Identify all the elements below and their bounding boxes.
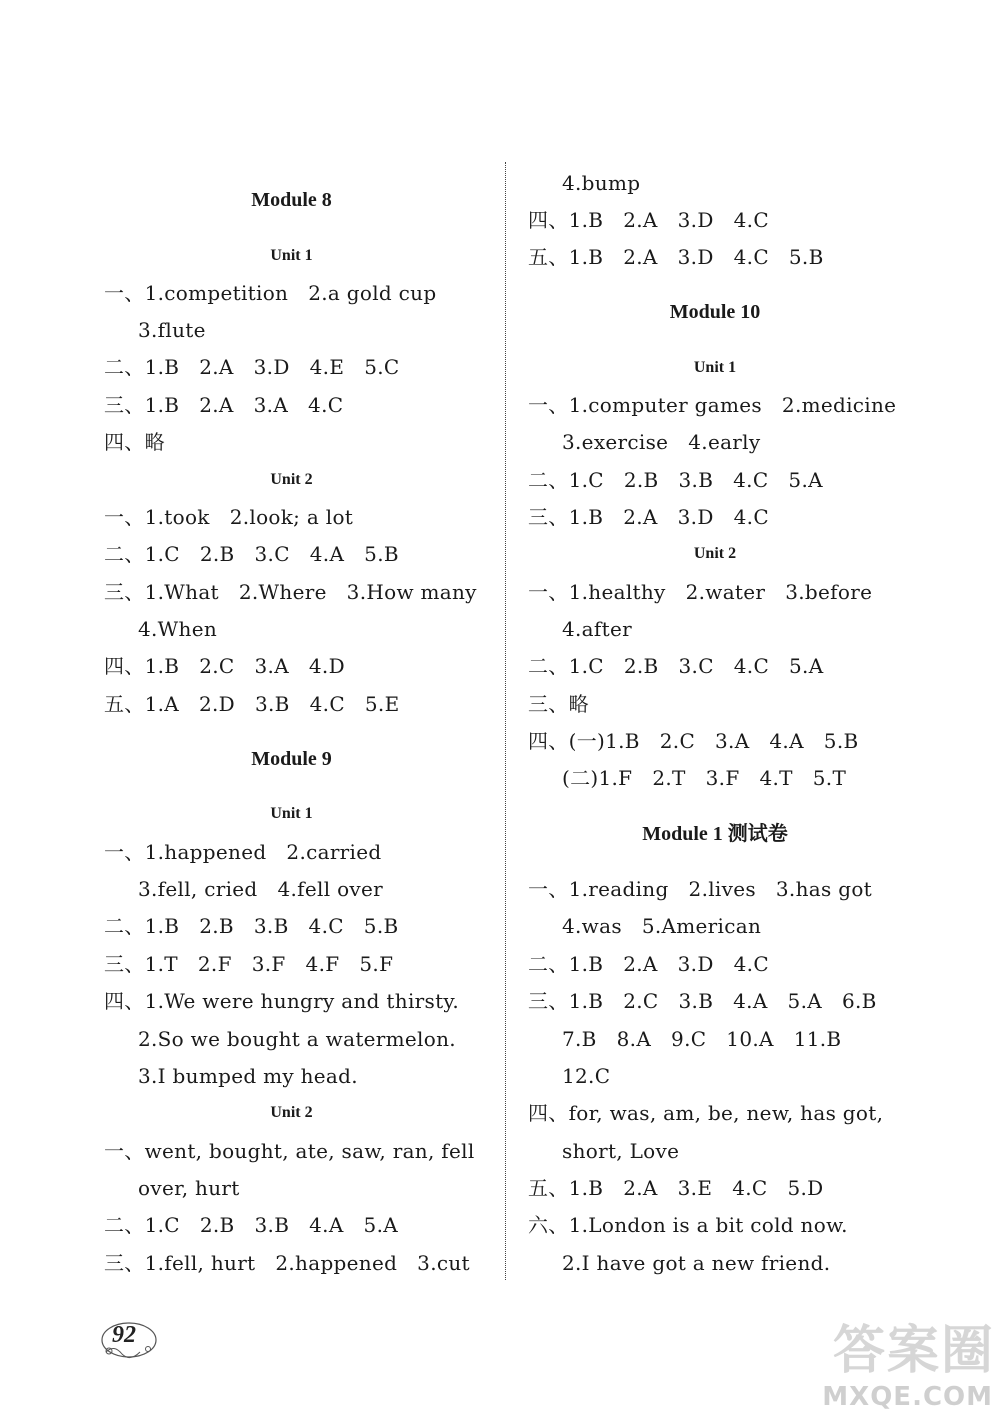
module-9-unit-1-heading: Unit 1 <box>270 805 313 822</box>
answer-line: 3.flute <box>138 318 206 342</box>
answer-line: 4.after <box>562 617 632 641</box>
page-number-badge <box>100 1318 158 1362</box>
answer-line: 二、1.C 2.B 3.C 4.C 5.A <box>528 654 824 678</box>
answer-line: 二、1.B 2.A 3.D 4.E 5.C <box>104 355 400 379</box>
answer-line: 3.I bumped my head. <box>138 1064 358 1088</box>
watermark-url: MXQE.COM <box>822 1382 993 1412</box>
module-9-unit-2-heading: Unit 2 <box>270 1104 313 1121</box>
module-10-unit-2-heading: Unit 2 <box>693 545 737 562</box>
answer-line: 一、1.happened 2.carried <box>104 840 382 864</box>
answer-line: 二、1.C 2.B 3.B 4.C 5.A <box>528 468 823 492</box>
answer-line: 一、1.healthy 2.water 3.before <box>528 580 873 604</box>
answer-line: 四、(一)1.B 2.C 3.A 4.A 5.B <box>528 729 859 753</box>
answer-line: 2.So we bought a watermelon. <box>138 1027 456 1051</box>
answer-line: 四、1.B 2.C 3.A 4.D <box>104 654 345 678</box>
answer-line: 六、1.London is a bit cold now. <box>528 1213 848 1237</box>
answer-line: 4.was 5.American <box>562 914 762 938</box>
answer-line: 一、1.computer games 2.medicine <box>528 393 897 417</box>
module-8-heading: Module 8 <box>251 189 332 211</box>
answer-line: 3.exercise 4.early <box>562 430 761 454</box>
answer-line: 三、1.T 2.F 3.F 4.F 5.F <box>104 952 394 976</box>
answer-line: 一、1.reading 2.lives 3.has got <box>528 877 872 901</box>
answer-line: 三、1.B 2.A 3.D 4.C <box>528 505 769 529</box>
answer-line: 三、1.B 2.C 3.B 4.A 5.A 6.B <box>528 989 877 1013</box>
answer-line: 三、1.fell, hurt 2.happened 3.cut <box>104 1251 470 1275</box>
answer-line: 一、1.took 2.look; a lot <box>104 505 354 529</box>
answer-line: 三、1.What 2.Where 3.How many <box>104 580 477 604</box>
module-10-heading: Module 10 <box>669 301 761 323</box>
answer-line: 二、1.C 2.B 3.B 4.A 5.A <box>104 1213 398 1237</box>
answer-line: 三、1.B 2.A 3.A 4.C <box>104 393 344 417</box>
answer-line: 二、1.B 2.A 3.D 4.C <box>528 952 769 976</box>
answer-line: 五、1.A 2.D 3.B 4.C 5.E <box>104 692 400 716</box>
answer-line: (二)1.F 2.T 3.F 4.T 5.T <box>562 766 847 790</box>
answer-line: 五、1.B 2.A 3.D 4.C 5.B <box>528 245 824 269</box>
answer-line: 二、1.C 2.B 3.C 4.A 5.B <box>104 542 399 566</box>
answer-line: over, hurt <box>138 1176 240 1200</box>
answer-line: 四、1.We were hungry and thirsty. <box>104 989 460 1013</box>
answer-line: 4.When <box>138 617 218 641</box>
answer-line: 四、略 <box>104 430 165 454</box>
answer-line: 3.fell, cried 4.fell over <box>138 877 384 901</box>
answer-line: 三、略 <box>528 692 589 716</box>
answer-line: 四、1.B 2.A 3.D 4.C <box>528 208 769 232</box>
page-number: 92 <box>112 1322 136 1348</box>
answer-line: 一、1.competition 2.a gold cup <box>104 281 437 305</box>
answer-line: 一、went, bought, ate, saw, ran, fell <box>104 1139 475 1163</box>
watermark <box>822 1308 995 1420</box>
answer-line: 五、1.B 2.A 3.E 4.C 5.D <box>528 1176 824 1200</box>
answer-line: 2.I have got a new friend. <box>562 1251 831 1275</box>
answer-line: 12.C <box>562 1064 611 1088</box>
answer-line: 四、for, was, am, be, new, has got, <box>528 1101 884 1125</box>
answer-line: short, Love <box>562 1139 680 1163</box>
answer-line: 4.bump <box>562 171 641 195</box>
module-8-unit-1-heading: Unit 1 <box>270 247 313 264</box>
module-10-unit-1-heading: Unit 1 <box>693 359 737 376</box>
module-9-heading: Module 9 <box>251 748 332 770</box>
module-1-test-heading: Module 1 测试卷 <box>642 823 788 845</box>
answer-line: 二、1.B 2.B 3.B 4.C 5.B <box>104 914 399 938</box>
column-divider <box>505 162 506 1280</box>
module-8-unit-2-heading: Unit 2 <box>270 471 313 488</box>
answer-line: 7.B 8.A 9.C 10.A 11.B <box>562 1027 842 1051</box>
watermark-logo-text: 答案圈 <box>832 1321 995 1381</box>
